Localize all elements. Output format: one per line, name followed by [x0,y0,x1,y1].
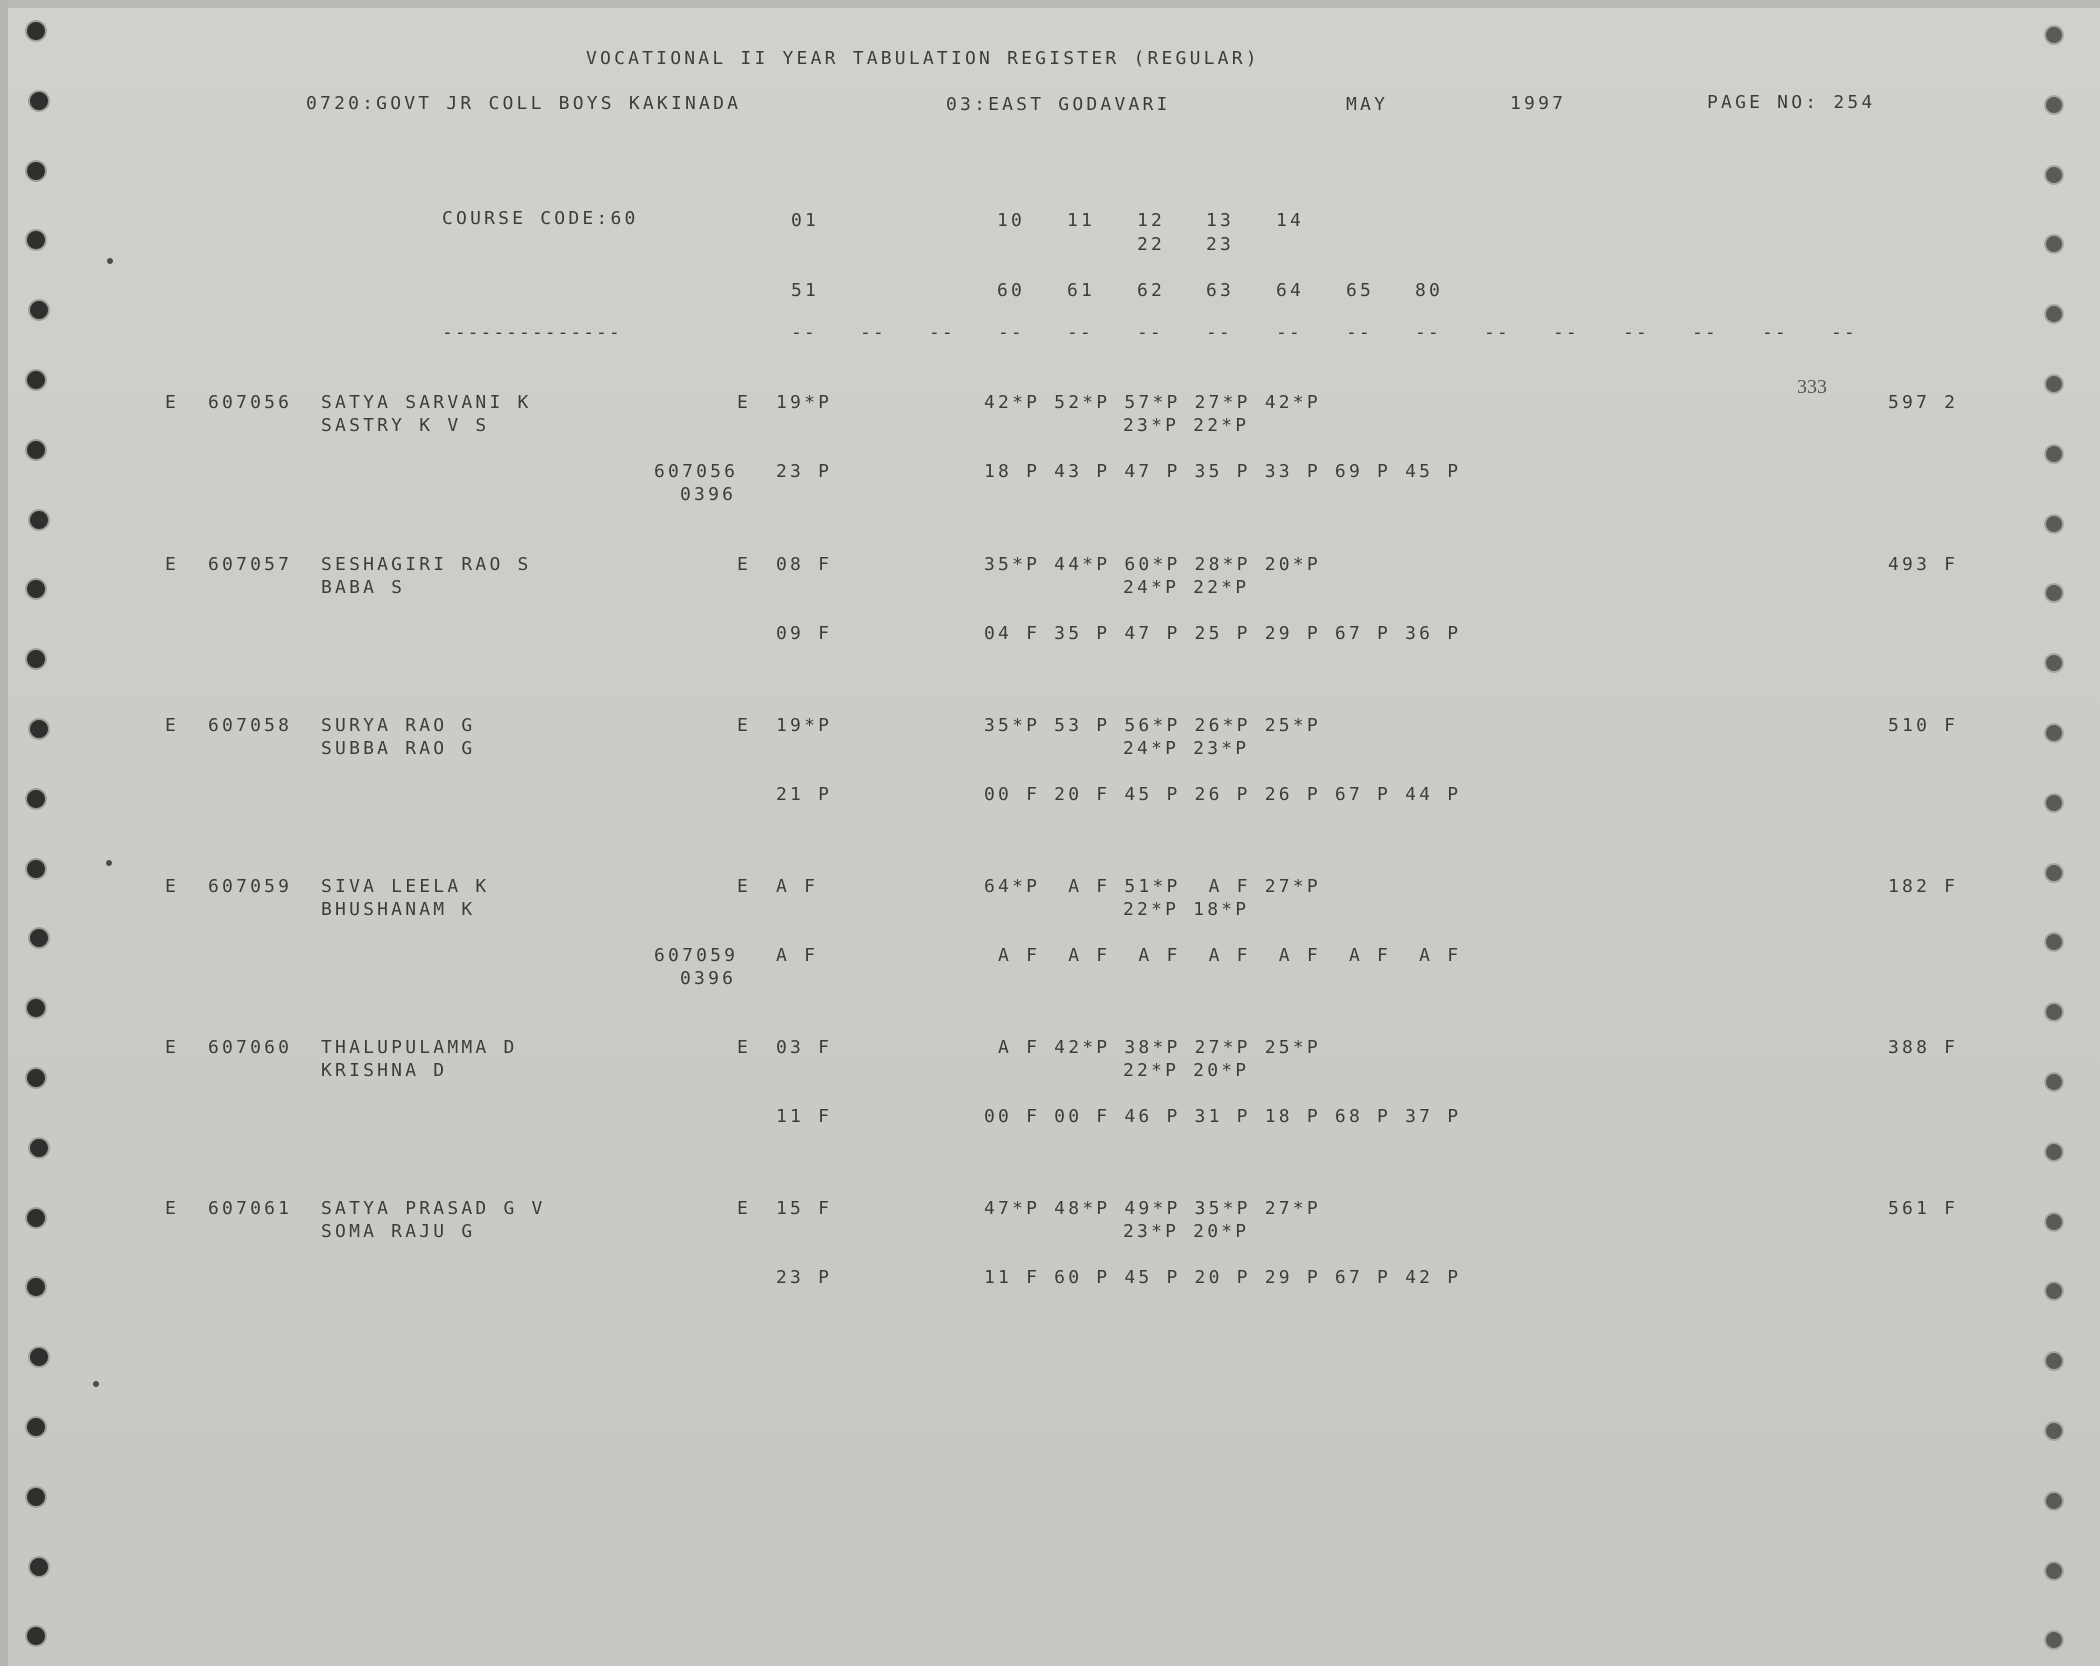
subject-marks-row1: 42*P 52*P 57*P 27*P 42*P [984,392,1321,413]
subject-marks-row1: A F 42*P 38*P 27*P 25*P [984,1037,1321,1058]
subject-mark: 15 F [776,1198,833,1219]
feed-hole [27,1627,45,1645]
subject-code: 51 [791,280,820,301]
subject-mark: 09 F [776,623,833,644]
column-divider: -- [1553,322,1579,343]
feed-hole [2046,516,2062,532]
subject-marks-row2: 22*P 20*P [1123,1060,1250,1081]
feed-hole [27,1069,45,1087]
student-roll-number: 607060 [208,1037,293,1058]
student-name: SIVA LEELA K [321,876,490,897]
student-name: SESHAGIRI RAO S [321,554,532,575]
subject-marks-row2: 23*P 22*P [1123,415,1250,436]
column-divider: -- [1346,322,1372,343]
student-grade: E [165,1037,180,1058]
feed-hole [2046,1632,2062,1648]
subject-marks-row3: 00 F 00 F 46 P 31 P 18 P 68 P 37 P [984,1106,1462,1127]
subject-code: 13 [1206,210,1235,231]
feed-hole [30,301,48,319]
exam-year: 1997 [1510,93,1567,114]
feed-hole [27,1278,45,1296]
feed-hole [2046,865,2062,881]
subject-marks-row2: 22*P 18*P [1123,899,1250,920]
subject-code: 11 [1067,210,1096,231]
feed-hole [27,22,45,40]
column-divider: -- [1484,322,1510,343]
feed-hole [2046,27,2062,43]
feed-hole [2046,306,2062,322]
subject-code: 65 [1346,280,1375,301]
feed-hole [2046,1214,2062,1230]
paper-edge-left [0,0,8,1666]
student-roll-number: 607059 [208,876,293,897]
student-grade: E [165,554,180,575]
feed-hole [30,511,48,529]
subject-marks-row2: 24*P 23*P [1123,738,1250,759]
student-grade: E [165,392,180,413]
subject-mark: 03 F [776,1037,833,1058]
column-divider: -- [998,322,1024,343]
medium-code: E [737,392,752,413]
student-roll-number: 607057 [208,554,293,575]
page-number: PAGE NO: 254 [1707,92,1876,113]
column-divider: -- [860,322,886,343]
subject-mark: 23 P [776,461,833,482]
feed-hole [2046,655,2062,671]
feed-hole [30,720,48,738]
feed-hole [27,1488,45,1506]
subject-code: 23 [1206,234,1235,255]
feed-hole [30,1139,48,1157]
course-code-label: COURSE CODE:60 [442,208,639,229]
subject-mark: 21 P [776,784,833,805]
feed-hole [2046,585,2062,601]
medium-code: E [737,554,752,575]
medium-code: E [737,1198,752,1219]
feed-hole [30,1348,48,1366]
subject-marks-row3: 00 F 20 F 45 P 26 P 26 P 67 P 44 P [984,784,1462,805]
feed-hole [2046,1493,2062,1509]
subject-mark: 08 F [776,554,833,575]
feed-hole [2046,725,2062,741]
feed-hole [2046,167,2062,183]
college-name: 0720:GOVT JR COLL BOYS KAKINADA [306,93,742,114]
feed-hole [27,1418,45,1436]
student-name: SATYA SARVANI K [321,392,532,413]
subject-marks-row3: 18 P 43 P 47 P 35 P 33 P 69 P 45 P [984,461,1462,482]
subject-marks-row3: 04 F 35 P 47 P 25 P 29 P 67 P 36 P [984,623,1462,644]
feed-hole [30,929,48,947]
feed-hole [2046,1074,2062,1090]
student-name: SATYA PRASAD G V [321,1198,546,1219]
feed-hole [2046,1563,2062,1579]
column-divider: -- [1067,322,1093,343]
feed-hole [2046,1353,2062,1369]
subject-code: 14 [1276,210,1305,231]
feed-hole [27,162,45,180]
subject-mark: A F [776,876,819,897]
subject-marks-row2: 24*P 22*P [1123,577,1250,598]
medium-code: E [737,876,752,897]
subject-marks-row3: 11 F 60 P 45 P 20 P 29 P 67 P 42 P [984,1267,1462,1288]
parent-name: SASTRY K V S [321,415,490,436]
feed-hole [30,1558,48,1576]
register-title: VOCATIONAL II YEAR TABULATION REGISTER (REGULAR) [586,48,1260,69]
ink-dot [93,1381,99,1387]
subject-marks-row1: 64*P A F 51*P A F 27*P [984,876,1321,897]
column-divider: -- [1692,322,1718,343]
student-name: THALUPULAMMA D [321,1037,518,1058]
feed-hole [2046,376,2062,392]
feed-hole [27,790,45,808]
reference-code: 0396 [680,484,737,505]
subject-code: 01 [791,210,820,231]
student-roll-number: 607056 [208,392,293,413]
feed-hole [27,999,45,1017]
subject-code: 64 [1276,280,1305,301]
feed-hole [2046,236,2062,252]
column-underline: -------------- [442,322,622,343]
feed-hole [27,231,45,249]
feed-hole [27,650,45,668]
column-divider: -- [1623,322,1649,343]
feed-hole [27,441,45,459]
subject-marks-row1: 47*P 48*P 49*P 35*P 27*P [984,1198,1321,1219]
subject-code: 12 [1137,210,1166,231]
parent-name: BABA S [321,577,406,598]
feed-hole [27,580,45,598]
subject-code: 80 [1415,280,1444,301]
subject-code: 60 [997,280,1026,301]
feed-hole [2046,1004,2062,1020]
column-divider: -- [1206,322,1232,343]
district-name: 03:EAST GODAVARI [946,94,1171,115]
total-result: 597 2 [1888,392,1959,413]
paper-edge-top [0,0,2100,8]
handwritten-note: 333 [1797,376,1827,398]
column-divider: -- [1415,322,1441,343]
column-divider: -- [791,322,817,343]
subject-mark: 19*P [776,715,833,736]
subject-marks-row3: A F A F A F A F A F A F A F [984,945,1462,966]
column-divider: -- [1276,322,1302,343]
feed-hole [27,1209,45,1227]
feed-hole [2046,795,2062,811]
column-divider: -- [929,322,955,343]
subject-code: 62 [1137,280,1166,301]
column-divider: -- [1762,322,1788,343]
parent-name: KRISHNA D [321,1060,448,1081]
subject-mark: 19*P [776,392,833,413]
medium-code: E [737,715,752,736]
subject-marks-row1: 35*P 44*P 60*P 28*P 20*P [984,554,1321,575]
student-grade: E [165,715,180,736]
subject-code: 22 [1137,234,1166,255]
reference-roll: 607059 [654,945,739,966]
total-result: 510 F [1888,715,1959,736]
exam-month: MAY [1346,94,1389,115]
feed-hole [27,860,45,878]
subject-code: 61 [1067,280,1096,301]
feed-hole [2046,97,2062,113]
subject-marks-row1: 35*P 53 P 56*P 26*P 25*P [984,715,1321,736]
subject-marks-row2: 23*P 20*P [1123,1221,1250,1242]
ink-dot [106,860,112,866]
feed-hole [27,371,45,389]
total-result: 388 F [1888,1037,1959,1058]
total-result: 182 F [1888,876,1959,897]
feed-hole [2046,1144,2062,1160]
ink-dot [107,258,113,264]
feed-hole [30,92,48,110]
student-roll-number: 607058 [208,715,293,736]
student-name: SURYA RAO G [321,715,476,736]
parent-name: SOMA RAJU G [321,1221,476,1242]
student-grade: E [165,876,180,897]
student-grade: E [165,1198,180,1219]
feed-hole [2046,934,2062,950]
reference-code: 0396 [680,968,737,989]
feed-hole [2046,1423,2062,1439]
subject-code: 10 [997,210,1026,231]
total-result: 561 F [1888,1198,1959,1219]
column-divider: -- [1831,322,1857,343]
feed-hole [2046,446,2062,462]
subject-mark: 23 P [776,1267,833,1288]
parent-name: BHUSHANAM K [321,899,476,920]
column-divider: -- [1137,322,1163,343]
reference-roll: 607056 [654,461,739,482]
subject-mark: 11 F [776,1106,833,1127]
medium-code: E [737,1037,752,1058]
total-result: 493 F [1888,554,1959,575]
feed-hole [2046,1283,2062,1299]
subject-code: 63 [1206,280,1235,301]
subject-mark: A F [776,945,819,966]
student-roll-number: 607061 [208,1198,293,1219]
parent-name: SUBBA RAO G [321,738,476,759]
